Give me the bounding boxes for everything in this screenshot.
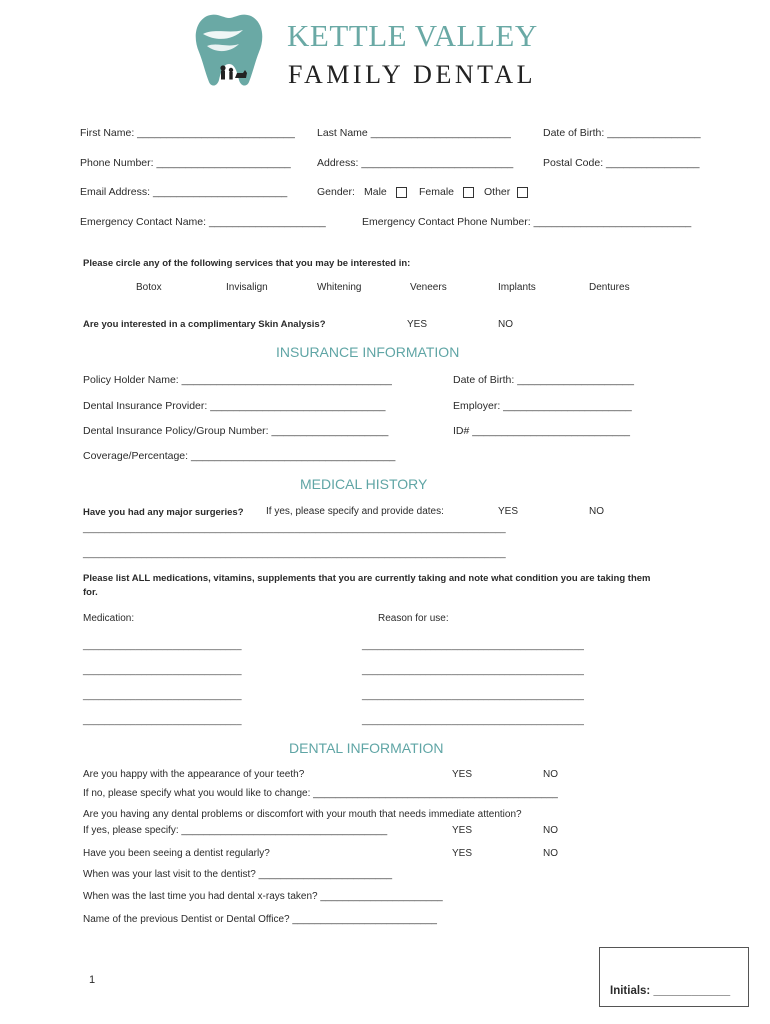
xrays-field[interactable]: When was the last time you had dental x-rays taken? ______________________ <box>83 891 443 902</box>
page-number: 1 <box>89 974 96 986</box>
last-name-field[interactable]: Last Name ________________________ <box>317 127 511 139</box>
regular-yes[interactable]: YES <box>452 848 473 859</box>
service-veneers[interactable]: Veneers <box>410 282 447 293</box>
surgery-question: Have you had any major surgeries? <box>83 507 244 518</box>
medication-line[interactable]: ______________________________ <box>83 715 242 726</box>
happy-yes[interactable]: YES <box>452 769 473 780</box>
surgery-hint: If yes, please specify and provide dates: <box>266 506 444 517</box>
service-whitening[interactable]: Whitening <box>317 282 362 293</box>
services-prompt: Please circle any of the following services that you may be interested in: <box>83 258 411 269</box>
problems-no[interactable]: NO <box>543 825 558 836</box>
problems-specify-field[interactable]: If yes, please specify: _____________________________________ <box>83 825 388 836</box>
last-visit-field[interactable]: When was your last visit to the dentist? ________________________ <box>83 869 393 880</box>
emergency-contact-name-field[interactable]: Emergency Contact Name: ____________________ <box>80 216 326 228</box>
gender-male-checkbox[interactable] <box>396 187 407 198</box>
change-field[interactable]: If no, please specify what you would like to change: ____________________________________________ <box>83 788 558 799</box>
reason-label: Reason for use: <box>378 613 449 624</box>
medication-line[interactable]: ______________________________ <box>83 640 242 651</box>
emergency-contact-phone-field[interactable]: Emergency Contact Phone Number: ___________________________ <box>362 216 692 228</box>
medication-line[interactable]: ______________________________ <box>83 665 242 676</box>
gender-female-checkbox[interactable] <box>463 187 474 198</box>
problems-yes[interactable]: YES <box>452 825 473 836</box>
gender-female-label: Female <box>419 186 455 198</box>
service-botox[interactable]: Botox <box>136 282 162 293</box>
happy-no[interactable]: NO <box>543 769 558 780</box>
logo-line2: FAMILY DENTAL <box>288 60 537 89</box>
regular-no[interactable]: NO <box>543 848 558 859</box>
policy-holder-field[interactable]: Policy Holder Name: ____________________________________ <box>83 374 392 386</box>
surgery-details-line-2[interactable]: ________________________________________________________________________________ <box>83 548 506 559</box>
service-invisalign[interactable]: Invisalign <box>226 282 268 293</box>
skin-analysis-no[interactable]: NO <box>498 319 513 330</box>
coverage-field[interactable]: Coverage/Percentage: ___________________________________ <box>83 450 396 462</box>
gender-other-checkbox[interactable] <box>517 187 528 198</box>
medications-prompt-cont: for. <box>83 587 98 598</box>
gender-other-label: Other <box>484 186 511 198</box>
regular-question: Have you been seeing a dentist regularly? <box>83 848 270 859</box>
tooth-with-family-icon <box>193 12 265 88</box>
dob-field[interactable]: Date of Birth: ________________ <box>543 127 701 139</box>
reason-line[interactable]: __________________________________________ <box>362 640 584 651</box>
surgery-yes[interactable]: YES <box>498 506 519 517</box>
insurance-provider-field[interactable]: Dental Insurance Provider: ______________________________ <box>83 400 386 412</box>
gender-male-label: Male <box>364 186 387 198</box>
address-field[interactable]: Address: __________________________ <box>317 157 514 169</box>
policy-number-field[interactable]: Dental Insurance Policy/Group Number: ____________________ <box>83 425 389 437</box>
logo-line1: KETTLE VALLEY <box>287 18 538 53</box>
skin-analysis-yes[interactable]: YES <box>407 319 428 330</box>
employer-field[interactable]: Employer: ______________________ <box>453 400 632 412</box>
phone-field[interactable]: Phone Number: _______________________ <box>80 157 291 169</box>
email-field[interactable]: Email Address: _______________________ <box>80 186 288 198</box>
previous-dentist-field[interactable]: Name of the previous Dentist or Dental Office? __________________________ <box>83 914 437 925</box>
insurance-heading: INSURANCE INFORMATION <box>276 344 460 360</box>
service-dentures[interactable]: Dentures <box>589 282 630 293</box>
reason-line[interactable]: __________________________________________ <box>362 665 584 676</box>
reason-line[interactable]: __________________________________________ <box>362 715 584 726</box>
initials-box <box>599 947 749 1007</box>
surgery-no[interactable]: NO <box>589 506 604 517</box>
happy-question: Are you happy with the appearance of your teeth? <box>83 769 305 780</box>
postal-code-field[interactable]: Postal Code: ________________ <box>543 157 700 169</box>
medication-line[interactable]: ______________________________ <box>83 690 242 701</box>
medical-heading: MEDICAL HISTORY <box>300 476 428 492</box>
medications-prompt: Please list ALL medications, vitamins, supplements that you are currently taking and note what condition you are taking them <box>83 573 651 584</box>
initials-field[interactable]: Initials: ____________ <box>610 985 731 997</box>
skin-analysis-question: Are you interested in a complimentary Skin Analysis? <box>83 319 326 330</box>
service-implants[interactable]: Implants <box>498 282 536 293</box>
problems-question: Are you having any dental problems or discomfort with your mouth that needs immediate attention? <box>83 809 522 820</box>
insurance-id-field[interactable]: ID# ___________________________ <box>453 425 630 437</box>
first-name-field[interactable]: First Name: ___________________________ <box>80 127 295 139</box>
reason-line[interactable]: __________________________________________ <box>362 690 584 701</box>
surgery-details-line-1[interactable]: ________________________________________________________________________________ <box>83 523 506 534</box>
medication-label: Medication: <box>83 613 135 624</box>
insurance-dob-field[interactable]: Date of Birth: ____________________ <box>453 374 634 386</box>
gender-label: Gender: <box>317 186 355 198</box>
dental-heading: DENTAL INFORMATION <box>289 740 444 756</box>
